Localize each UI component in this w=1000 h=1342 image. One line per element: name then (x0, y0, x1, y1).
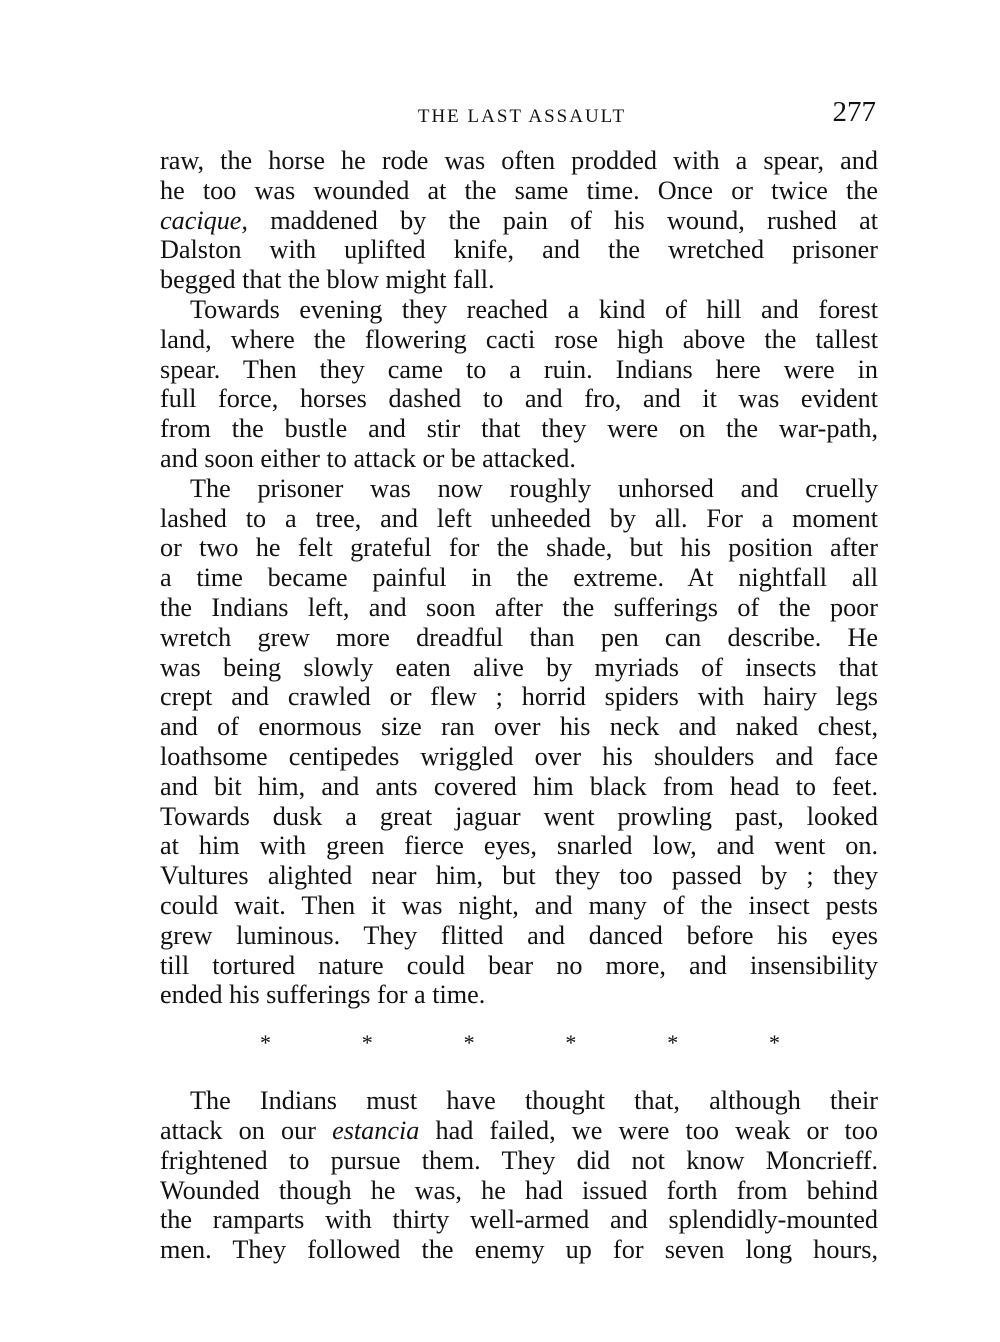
text-line: Vultures alighted near him, but they too passed by ; they (160, 861, 878, 891)
text-fragment: had failed, we were too weak or too (419, 1115, 878, 1145)
text-line: Wounded though he was, he had issued forth from behind (160, 1175, 878, 1205)
paragraph (160, 295, 878, 474)
text-line: Towards dusk a great jaguar went prowling past, looked (160, 801, 878, 831)
asterisk: * (463, 1030, 475, 1056)
asterisk: * (768, 1030, 780, 1056)
paragraph (160, 146, 878, 295)
text-line: spear. Then they came to a ruin. Indians here were in (160, 354, 878, 384)
text-line: begged that the blow might fall. (160, 265, 495, 295)
section-break (260, 1028, 780, 1086)
text-line: The Indians must have thought that, although their (190, 1086, 878, 1116)
text-line (160, 1116, 878, 1146)
text-line: at him with green fierce eyes, snarled low, and went on. (160, 831, 878, 861)
text-line: he too was wounded at the same time. Once or twice the (160, 175, 878, 205)
text-line: Dalston with uplifted knife, and the wretched prisoner (160, 235, 878, 265)
text-line: the Indians left, and soon after the sufferings of the poor (160, 592, 878, 622)
asterisk: * (565, 1030, 577, 1056)
text-line: till tortured nature could bear no more, and insensibility (160, 950, 878, 980)
text-line (160, 206, 878, 236)
text-line: ended his sufferings for a time. (160, 980, 486, 1010)
text-line: grew luminous. They flitted and danced before his eyes (160, 920, 878, 950)
text-line: full force, horses dashed to and fro, and it was evident (160, 384, 878, 414)
text-line: crept and crawled or flew ; horrid spiders with hairy legs (160, 682, 878, 712)
body-text (160, 146, 878, 1265)
text-line: the ramparts with thirty well-armed and splendidly-mounted (160, 1205, 878, 1235)
text-line: was being slowly eaten alive by myriads of insects that (160, 652, 878, 682)
text-line: a time became painful in the extreme. At nightfall all (160, 563, 878, 593)
page-number: 277 (832, 96, 876, 128)
text-line: could wait. Then it was night, and many of the insect pests (160, 890, 878, 920)
paragraph (160, 1086, 878, 1265)
italic-word: cacique, (160, 205, 248, 235)
text-line: frightened to pursue them. They did not know Moncrieff. (160, 1145, 878, 1175)
text-line: or two he felt grateful for the shade, but his position after (160, 533, 878, 563)
text-line: from the bustle and stir that they were on the war-path, (160, 414, 878, 444)
text-fragment: maddened by the pain of his wound, rushed at (247, 205, 878, 235)
text-line: and soon either to attack or be attacked. (160, 443, 576, 473)
asterisk: * (667, 1030, 679, 1056)
page-header (160, 92, 878, 146)
text-line: and of enormous size ran over his neck and naked chest, (160, 712, 878, 742)
italic-word: estancia (332, 1115, 420, 1145)
text-line: loathsome centipedes wriggled over his shoulders and face (160, 741, 878, 771)
text-line: and bit him, and ants covered him black from head to feet. (160, 771, 878, 801)
asterisk: * (260, 1030, 271, 1056)
paragraph (160, 474, 878, 1010)
text-fragment: attack on our (160, 1115, 333, 1145)
text-line: Towards evening they reached a kind of hill and forest (190, 294, 878, 324)
text-line: land, where the flowering cacti rose high above the tallest (160, 324, 878, 354)
text-line: lashed to a tree, and left unheeded by all. For a moment (160, 503, 878, 533)
text-line: men. They followed the enemy up for seven long hours, (160, 1235, 878, 1265)
running-head: THE LAST ASSAULT (417, 106, 627, 127)
book-page (160, 92, 878, 1265)
text-line: raw, the horse he rode was often prodded with a spear, and (160, 146, 878, 175)
asterisk: * (361, 1030, 373, 1056)
text-line: wretch grew more dreadful than pen can describe. He (160, 622, 878, 652)
text-line: The prisoner was now roughly unhorsed and cruelly (190, 473, 878, 503)
